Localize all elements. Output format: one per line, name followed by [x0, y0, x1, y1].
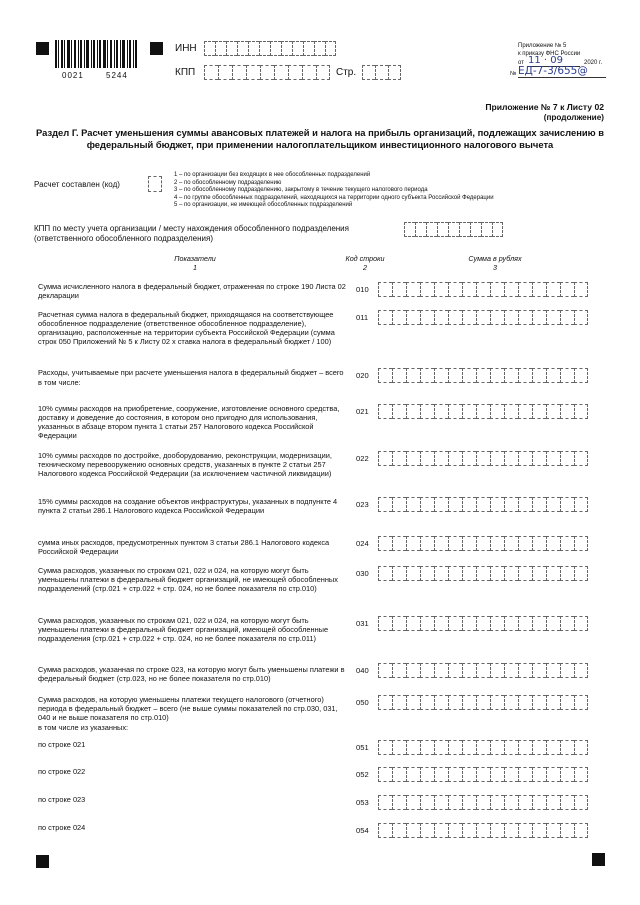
row-054-label	[38, 823, 350, 832]
row-051-code: 051	[356, 743, 369, 752]
row-010-sum-cells[interactable]	[378, 282, 588, 297]
row-053-code: 053	[356, 798, 369, 807]
row-021-code: 021	[356, 407, 369, 416]
barcode-number-right: 5244	[106, 71, 128, 80]
row-052-code: 052	[356, 770, 369, 779]
annex-number-handwritten: ЕД-7-3/655@	[518, 65, 606, 78]
row-022-text: 10% суммы расходов по достройке, дооборудованию, реконструкции, модернизации, техническому перевооружению основных средств, указанных в пункте 2 статьи 257 Налогового кодекса Российской Федерации (за исключением частичной ликвидации)	[38, 451, 332, 479]
row-024-sum-cells[interactable]	[378, 536, 588, 551]
row-040-text: Сумма расходов, указанная по строке 023, на которую могут быть уменьшены платежи в федеральный бюджет (стр.023, но не более показателя по стр.010)	[38, 665, 345, 684]
row-031-code: 031	[356, 619, 369, 628]
calc-code-label: Расчет составлен (код)	[34, 180, 120, 189]
row-010-text: Сумма исчисленного налога в федеральный бюджет, отраженная по строке 190 Листа 02 декларации	[38, 282, 346, 301]
row-050-label	[38, 695, 350, 732]
row-031-sum-cells[interactable]	[378, 616, 588, 631]
col-sum-no: 3	[493, 263, 497, 272]
row-040-sum-cells[interactable]	[378, 663, 588, 678]
row-053-text: по строке 023	[38, 795, 86, 804]
row-023-code: 023	[356, 500, 369, 509]
row-024-code: 024	[356, 539, 369, 548]
row-050-code: 050	[356, 698, 369, 707]
row-023-sum-cells[interactable]	[378, 497, 588, 512]
row-021-sum-cells[interactable]	[378, 404, 588, 419]
row-011-sum-cells[interactable]	[378, 310, 588, 325]
row-051-sum-cells[interactable]	[378, 740, 588, 755]
row-053-label	[38, 795, 350, 804]
row-011-text: Расчетная сумма налога в федеральный бюджет, приходящаяся на соответствующее обособленное подразделение (ответственное обособленное подразделение), организацию, расположенные на территории субъекта Российской Федерации (сумма строк 050 Приложений № 5 к Листу 02 х ставка налога в федеральный бюджет / 100)	[38, 310, 335, 347]
barcode-number-left: 0021	[62, 71, 84, 80]
calc-options	[174, 172, 594, 210]
row-023-text: 15% суммы расходов на создание объектов инфраструктуры, указанных в подпункте 4 пункта 2 статьи 286.1 Налогового кодекса Российской Федерации	[38, 497, 338, 516]
row-030-label	[38, 566, 350, 593]
row-051-text: по строке 021	[38, 740, 86, 749]
col-indicators-no: 1	[193, 263, 197, 272]
row-030-text: Сумма расходов, указанных по строкам 021, 022 и 024, на которую могут быть уменьшены платежи в федеральный бюджет организаций, не имеющей обособленных подразделений (стр.021 + стр.022 + стр. 024, но не более показателя по стр.010)	[38, 566, 338, 594]
row-052-label	[38, 767, 350, 776]
calc-option-4: 4 – по группе обособленных подразделений, находящихся на территории одного субъекта Российской Федерации	[174, 194, 494, 201]
col-indicators: Показатели	[174, 254, 216, 263]
row-052-sum-cells[interactable]	[378, 767, 588, 782]
row-010-label	[38, 282, 350, 300]
annex-order: к приказу ФНС России	[518, 51, 581, 57]
corner-marker-top-mid	[150, 42, 163, 55]
row-030-code: 030	[356, 569, 369, 578]
row-024-label	[38, 538, 350, 556]
row-022-label	[38, 451, 350, 478]
col-code-no: 2	[363, 263, 367, 272]
row-021-text: 10% суммы расходов на приобретение, сооружение, изготовление основного средства, доставку и доведение до состояния, в котором оно пригодно для использования, указанных в абзаце втором пункта 1 статьи 257 Налогового кодекса Российской Федерации	[38, 404, 340, 441]
annex-title: Приложение № 5	[518, 43, 567, 49]
section-title: Раздел Г. Расчет уменьшения суммы авансовых платежей и налога на прибыль организаций, подлежащих зачислению в федеральный бюджет, при применении налогоплательщиком инвестиционного налогового вычета	[35, 127, 604, 151]
row-031-text: Сумма расходов, указанных по строкам 021, 022 и 024, на которую могут быть уменьшены платежи в федеральный бюджет организаций, имеющей обособленные подразделения (стр.021 + стр.022 + стр. 024, но не более показателя по стр.011)	[38, 616, 329, 644]
appendix-title: Приложение № 7 к Листу 02	[485, 102, 604, 112]
row-054-sum-cells[interactable]	[378, 823, 588, 838]
row-021-label	[38, 404, 350, 440]
calc-code-cell[interactable]	[148, 176, 162, 192]
kpp-place-label: КПП по месту учета организации / месту нахождения обособленного подразделения (ответственного обособленного подразделения)	[34, 224, 349, 243]
corner-marker-bottom-left	[36, 855, 49, 868]
row-050-text: Сумма расходов, на которую уменьшены платежи текущего налогового (отчетного) периода в федеральный бюджет – всего (не выше суммы показателей по стр.030, 031, 040 и не выше показателя по стр.010)	[38, 695, 338, 723]
row-050-sum-cells[interactable]	[378, 695, 588, 710]
row-011-code: 011	[356, 313, 369, 322]
row-030-sum-cells[interactable]	[378, 566, 588, 581]
row-052-text: по строке 022	[38, 767, 86, 776]
row-022-code: 022	[356, 454, 369, 463]
appendix-continued: (продолжение)	[543, 113, 604, 122]
row-020-sub: в том числе:	[38, 378, 81, 388]
row-024-text: сумма иных расходов, предусмотренных пунктом 3 статьи 286.1 Налогового кодекса Российской Федерации	[38, 538, 330, 557]
row-031-label	[38, 616, 350, 643]
barcode	[55, 40, 137, 68]
annex-date-handwritten: 11 · 09	[528, 55, 580, 67]
calc-option-5: 5 – по организации, не имеющей обособленных подразделений	[174, 202, 353, 209]
row-040-code: 040	[356, 666, 369, 675]
inn-label: ИНН	[175, 43, 197, 54]
row-051-label	[38, 740, 350, 749]
row-040-label	[38, 665, 350, 683]
kpp-label: КПП	[175, 67, 196, 78]
annex-from: от	[518, 60, 524, 66]
row-020-label	[38, 368, 350, 387]
row-020-text: Расходы, учитываемые при расчете уменьшения налога в федеральный бюджет – всего	[38, 368, 344, 377]
row-050-sub: в том числе из указанных:	[38, 723, 129, 733]
annex-year: 2020 г.	[584, 60, 603, 66]
col-sum: Сумма в рублях	[468, 254, 522, 263]
calc-option-3: 3 – по обособленному подразделению, закрытому в течение текущего налогового периода	[174, 187, 428, 194]
row-020-sum-cells[interactable]	[378, 368, 588, 383]
row-011-label	[38, 310, 350, 346]
row-020-code: 020	[356, 371, 369, 380]
page-cells[interactable]	[362, 65, 401, 80]
inn-cells[interactable]	[204, 41, 336, 56]
calc-option-2: 2 – по обособленному подразделению	[174, 179, 282, 186]
row-022-sum-cells[interactable]	[378, 451, 588, 466]
corner-marker-bottom-right	[592, 853, 605, 866]
page-label: Стр.	[336, 67, 357, 78]
calc-option-1: 1 – по организации без входящих в нее обособленных подразделений	[174, 172, 371, 178]
annex-no: №	[510, 71, 517, 77]
row-053-sum-cells[interactable]	[378, 795, 588, 810]
kpp-place-cells[interactable]	[404, 222, 503, 237]
col-code: Код строки	[345, 254, 385, 263]
kpp-cells[interactable]	[204, 65, 330, 80]
row-054-code: 054	[356, 826, 369, 835]
row-023-label	[38, 497, 350, 515]
corner-marker-top-left	[36, 42, 49, 55]
row-054-text: по строке 024	[38, 823, 86, 832]
row-010-code: 010	[356, 285, 369, 294]
